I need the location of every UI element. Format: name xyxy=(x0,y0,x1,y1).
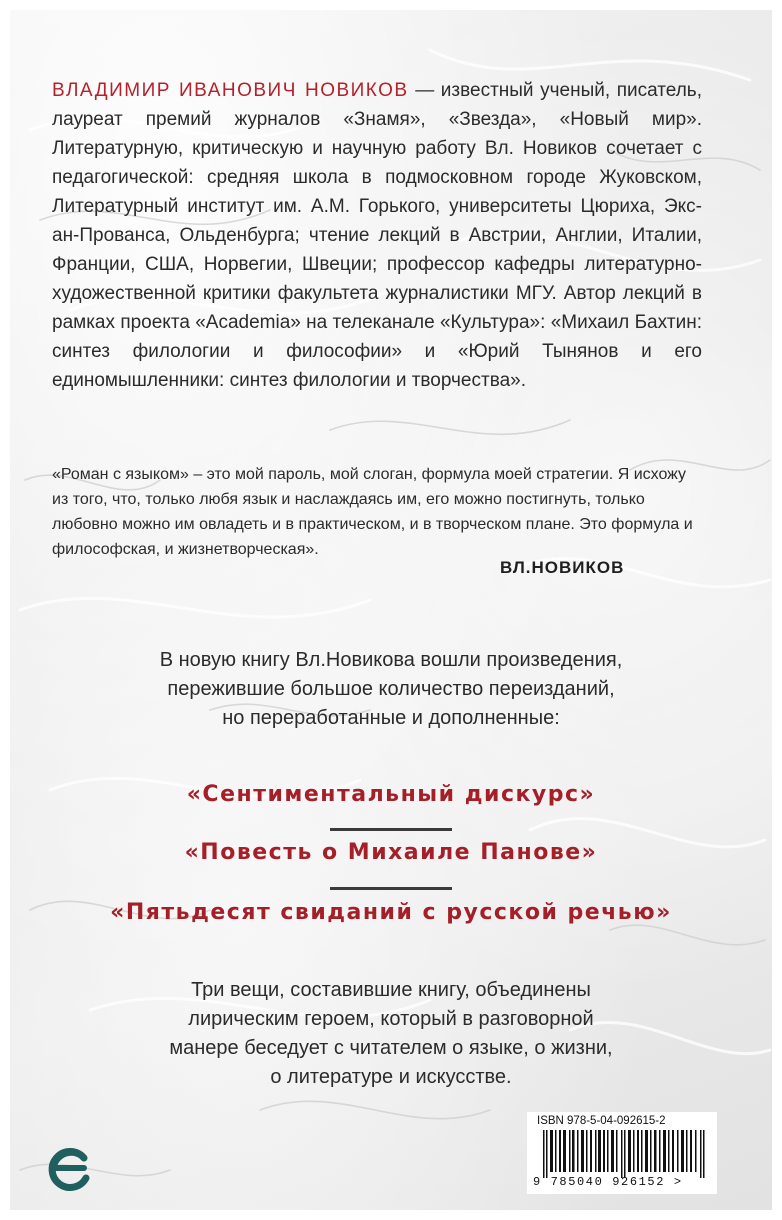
summary-line: Три вещи, составившие книгу, объединены xyxy=(191,979,591,1001)
work-title-1: «Сентиментальный дискурс» xyxy=(186,782,596,807)
intro-line: пережившие большое количество переизданий, xyxy=(167,678,615,700)
work-title-3: «Пятьдесят свиданий с русской речью» xyxy=(110,900,672,925)
author-quote: «Роман с языком» – это мой пароль, мой слоган, формула моей стратегии. Я исхожу из того, что, только любя язык и наслаждаясь им, его можно постигнуть, только любовно можно им овладеть и в практическом, и в творческом плане. Это формула и философская, и жизнетворческая». xyxy=(52,466,693,558)
work-title-2: «Повесть о Михаиле Панове» xyxy=(184,840,598,865)
title-divider xyxy=(330,828,452,831)
summary-line: манере беседует с читателем о языке, о жизни, xyxy=(169,1037,613,1059)
barcode-digits: 9 785040 926152 > xyxy=(533,1175,683,1189)
book-back-cover xyxy=(10,10,772,1210)
intro-line: В новую книгу Вл.Новикова вошли произведения, xyxy=(159,649,623,671)
isbn-label: ISBN 978-5-04-092615-2 xyxy=(537,1115,666,1127)
book-summary xyxy=(10,976,772,1092)
contents-intro xyxy=(10,646,772,733)
quote-signature: ВЛ.НОВИКОВ xyxy=(500,558,625,577)
eksmo-e-logo-icon xyxy=(40,1138,100,1198)
summary-line: о литературе и искусстве. xyxy=(270,1066,512,1088)
isbn-barcode xyxy=(527,1112,717,1194)
barcode-bars xyxy=(543,1130,707,1178)
summary-line: лирическим героем, который в разговорной xyxy=(188,1008,594,1030)
author-bio-text: — известный ученый, писатель, лауреат премий журналов «Знамя», «Звезда», «Новый мир». Литературную, критическую и научную работу Вл. Новиков сочетает с педагогической: средняя школа в подмосковном городе Жуковском, Литературный институт им. А.М. Горького, университеты Цюриха, Экс-ан-Прованса, Ольденбурга; чтение лекций в Австрии, Англии, Италии, Франции, США, Норвегии, Швеции; профессор кафедры литературно-художественной критики факультета журналистики МГУ. Автор лекций в рамках проекта «Academia» на телеканале «Культура»: «Михаил Бахтин: синтез филологии и философии» и «Юрий Тынянов и его единомышленники: синтез филологии и творчества». xyxy=(52,80,702,391)
author-bio xyxy=(52,76,702,395)
title-divider xyxy=(330,887,452,890)
intro-line: но переработанные и дополненные: xyxy=(222,707,560,729)
author-name: ВЛАДИМИР ИВАНОВИЧ НОВИКОВ xyxy=(52,80,409,101)
